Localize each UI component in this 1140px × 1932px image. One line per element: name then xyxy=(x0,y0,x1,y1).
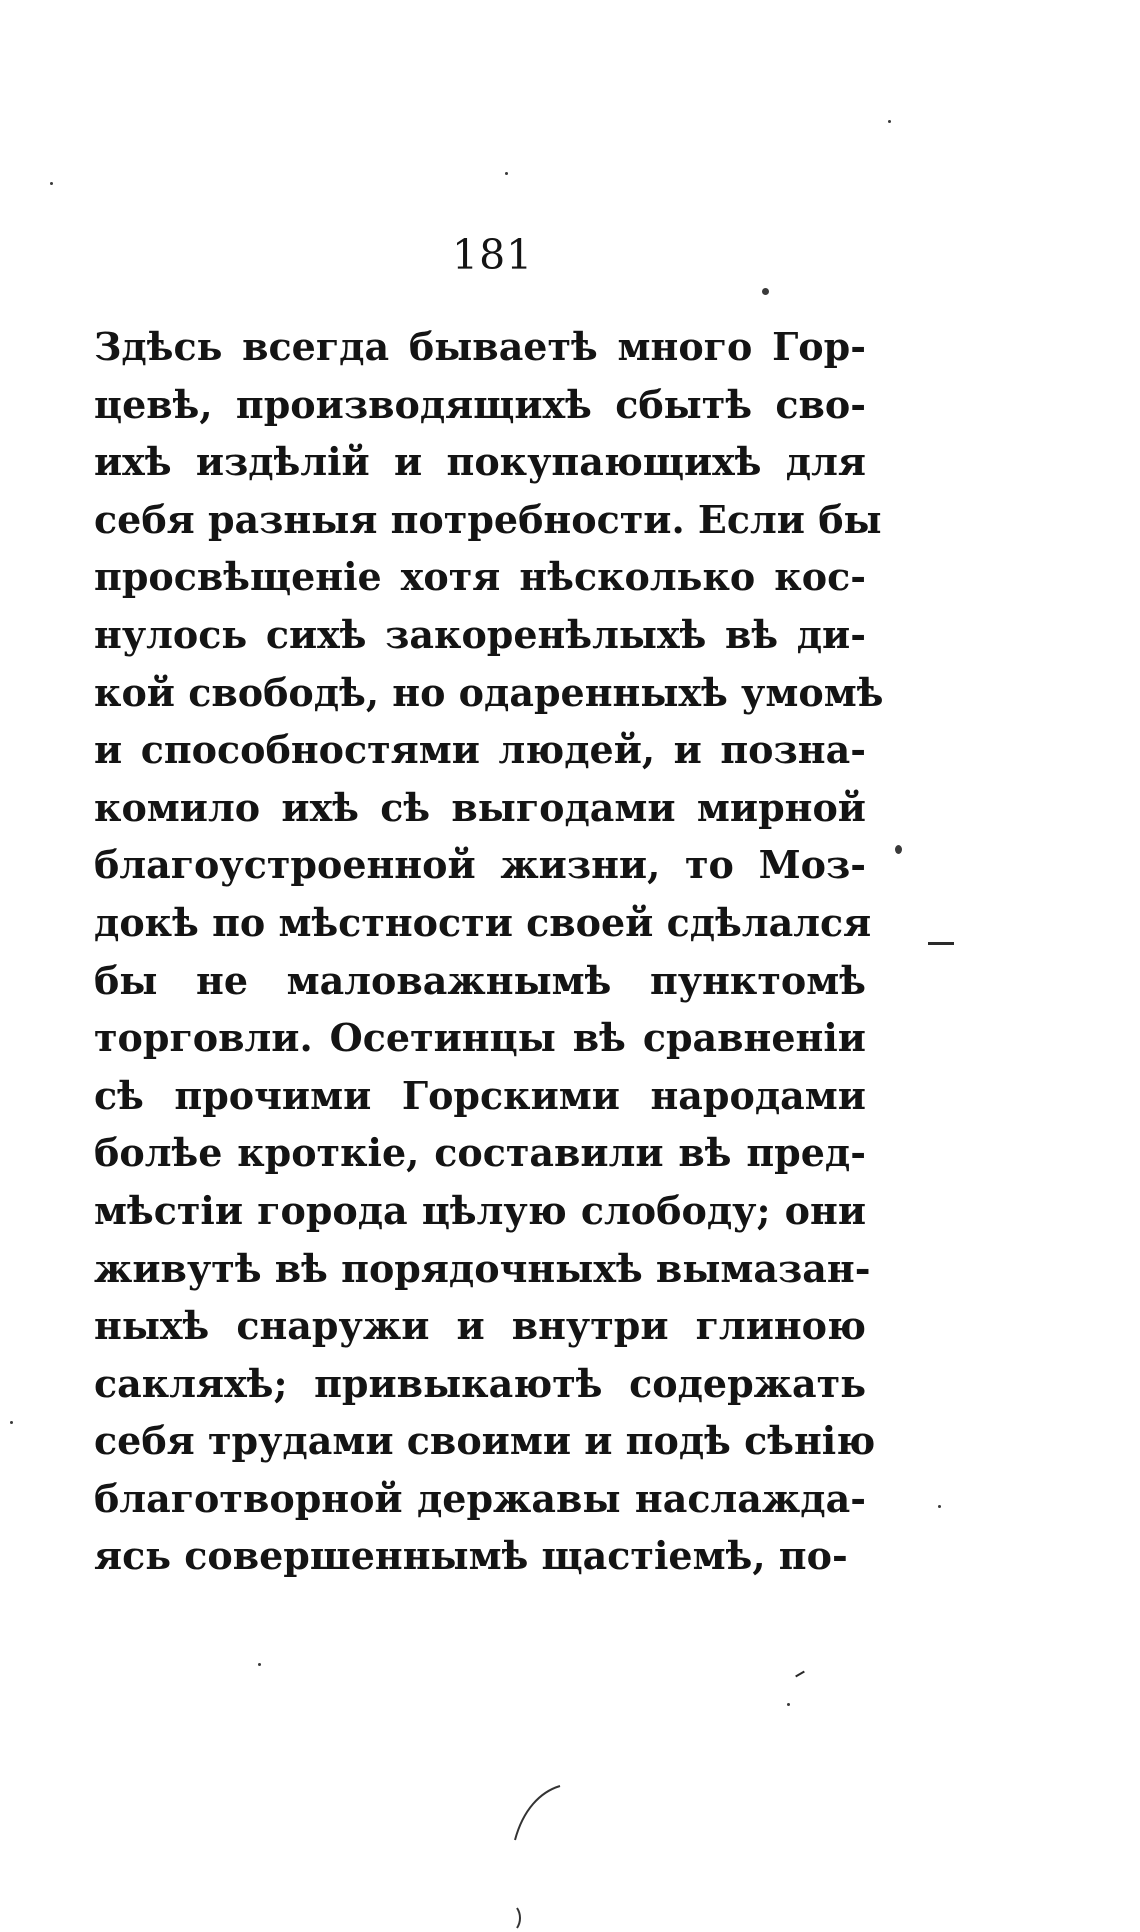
scan-dash xyxy=(795,1671,805,1678)
text-line: мѣстіи города цѣлую слободу; они xyxy=(94,1187,866,1233)
text-line: цевѣ, производящихѣ сбытѣ сво- xyxy=(94,381,866,427)
scan-dash xyxy=(928,942,954,945)
pencil-mark xyxy=(505,1780,565,1930)
text-line: бы не маловажнымѣ пунктомѣ xyxy=(94,957,866,1003)
text-line: болѣе кроткіе, составили вѣ пред- xyxy=(94,1130,866,1176)
text-line: просвѣщеніе хотя нѣсколько кос- xyxy=(94,554,866,600)
text-line: благотворной державы наслажда- xyxy=(94,1475,866,1521)
text-line: сѣ прочими Горскими народами xyxy=(94,1072,866,1118)
text-line: ихѣ издѣлій и покупающихѣ для xyxy=(94,439,866,485)
scan-speck xyxy=(787,1703,790,1706)
scan-speck xyxy=(888,120,891,123)
scan-speck xyxy=(762,288,769,295)
text-line: ныхѣ снаружи и внутри глиною xyxy=(94,1303,866,1349)
text-line: кой свободѣ, но одаренныхѣ умомѣ xyxy=(94,669,884,715)
text-line: живутѣ вѣ порядочныхѣ вымазан- xyxy=(94,1245,871,1291)
scan-speck xyxy=(50,182,53,185)
text-line: сакляхѣ; привыкаютѣ содержать xyxy=(94,1360,866,1406)
scan-speck xyxy=(938,1505,941,1508)
scan-speck xyxy=(505,172,508,175)
text-line: себя разныя потребности. Если бы xyxy=(94,496,882,542)
text-line: торговли. Осетинцы вѣ сравненіи xyxy=(94,1015,866,1061)
scan-speck xyxy=(895,845,902,854)
page-number: 181 xyxy=(452,231,534,279)
scan-speck xyxy=(10,1421,13,1424)
text-line: Здѣсь всегда бываетѣ много Гор- xyxy=(94,324,866,369)
text-line: нулось сихѣ закоренѣлыхѣ вѣ ди- xyxy=(94,611,866,657)
text-line: и способностями людей, и позна- xyxy=(94,727,866,773)
text-line: докѣ по мѣстности своей сдѣлался xyxy=(94,899,872,945)
body-text xyxy=(94,318,884,1585)
text-line: комило ихѣ сѣ выгодами мирной xyxy=(94,784,866,830)
text-line: ясь совершеннымѣ щастіемѣ, по- xyxy=(94,1533,848,1579)
text-line: себя трудами своими и подѣ сѣнію xyxy=(94,1418,876,1464)
scan-speck xyxy=(258,1663,261,1666)
text-line: благоустроенной жизни, то Моз- xyxy=(94,842,866,888)
